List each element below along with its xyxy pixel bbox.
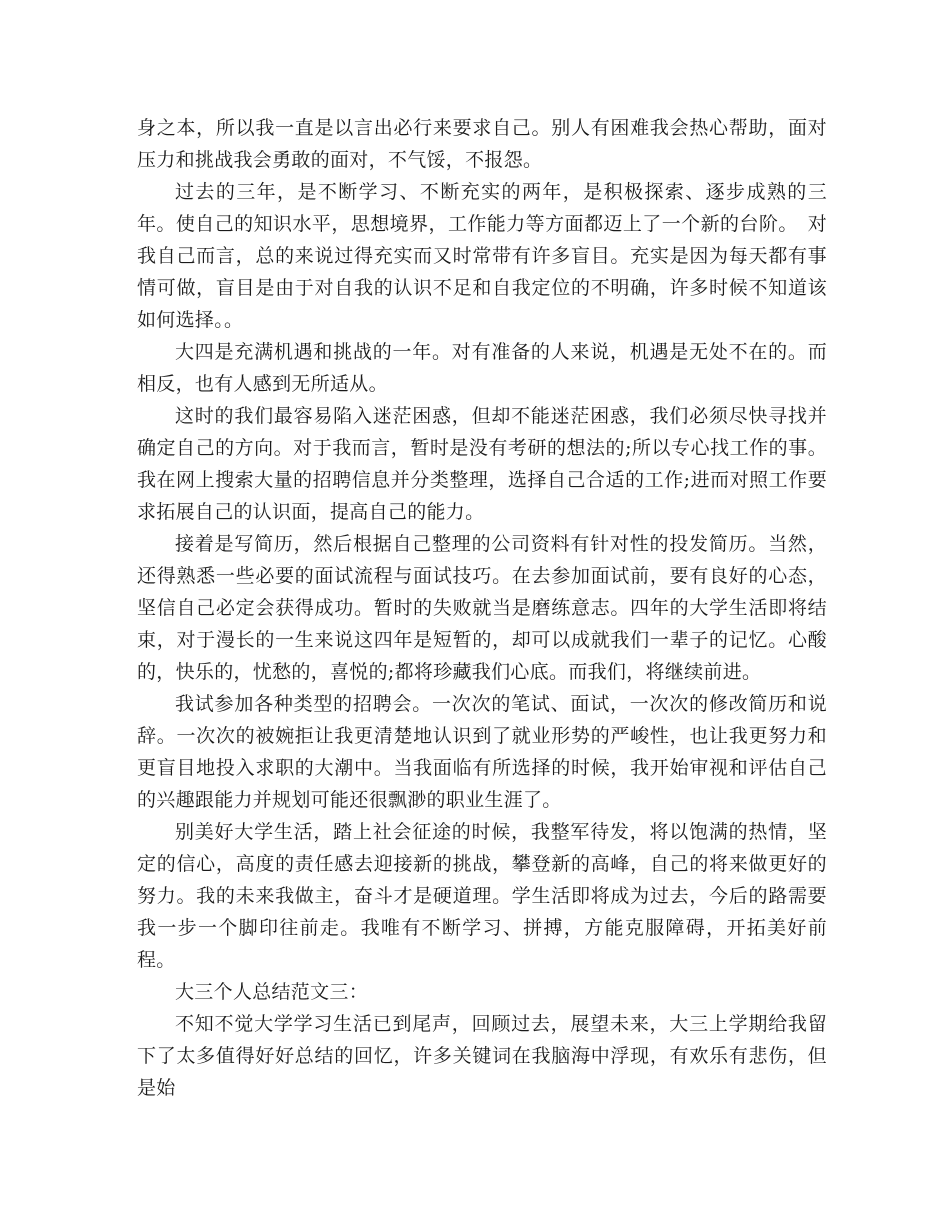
paragraph-2: 过去的三年，是不断学习、不断充实的两年，是积极探索、逐步成熟的三年。使自己的知识水平，思想境界，工作能力等方面都迈上了一个新的台阶。 对我自己而言，总的来说过得充实而又时常带有许多盲目。充实是因为每天都有事情可做，盲目是由于对自我的认识不足和自我定位的不明确，许多时候不知道该如何选择。。 xyxy=(137,181,827,331)
paragraph-6: 我试参加各种类型的招聘会。一次次的笔试、面试，一次次的修改简历和说辞。一次次的被婉拒让我更清楚地认识到了就业形势的严峻性，也让我更努力和更盲目地投入求职的大潮中。当我面临有所选择的时候，我开始审视和评估自己的兴趣跟能力并规划可能还很飘渺的职业生涯了。 xyxy=(137,693,827,811)
paragraph-9: 不知不觉大学学习生活已到尾声，回顾过去，展望未来，大三上学期给我留下了太多值得好好总结的回忆，许多关键词在我脑海中浮现，有欢乐有悲伤，但是始 xyxy=(137,1013,827,1099)
paragraph-3: 大四是充满机遇和挑战的一年。对有准备的人来说，机遇是无处不在的。而相反，也有人感到无所适从。 xyxy=(137,341,827,395)
paragraph-7: 别美好大学生活，踏上社会征途的时候，我整军待发，将以饱满的热情，坚定的信心，高度的责任感去迎接新的挑战，攀登新的高峰，自己的将来做更好的努力。我的未来我做主，奋斗才是硬道理。学生活即将成为过去，今后的路需要我一步一个脚印往前走。我唯有不断学习、拼搏，方能克服障碍，开拓美好前程。 xyxy=(137,821,827,971)
section-heading: 大三个人总结范文三： xyxy=(175,981,369,1003)
paragraph-5: 接着是写简历，然后根据自己整理的公司资料有针对性的投发简历。当然，还得熟悉一些必要的面试流程与面试技巧。在去参加面试前，要有良好的心态，坚信自己必定会获得成功。暂时的失败就当是磨练意志。四年的大学生活即将结束，对于漫长的一生来说这四年是短暂的，却可以成就我们一辈子的记忆。心酸的，快乐的，忧愁的，喜悦的;都将珍藏我们心底。而我们，将继续前进。 xyxy=(137,533,827,683)
paragraph-4: 这时的我们最容易陷入迷茫困惑，但却不能迷茫困惑，我们必须尽快寻找并确定自己的方向。对于我而言，暂时是没有考研的想法的;所以专心找工作的事。我在网上搜索大量的招聘信息并分类整理，选择自己合适的工作;进而对照工作要求拓展自己的认识面，提高自己的能力。 xyxy=(137,405,827,523)
document-page xyxy=(137,112,827,1104)
paragraph-1: 身之本，所以我一直是以言出必行来要求自己。别人有困难我会热心帮助，面对压力和挑战我会勇敢的面对，不气馁，不报怨。 xyxy=(137,117,827,171)
